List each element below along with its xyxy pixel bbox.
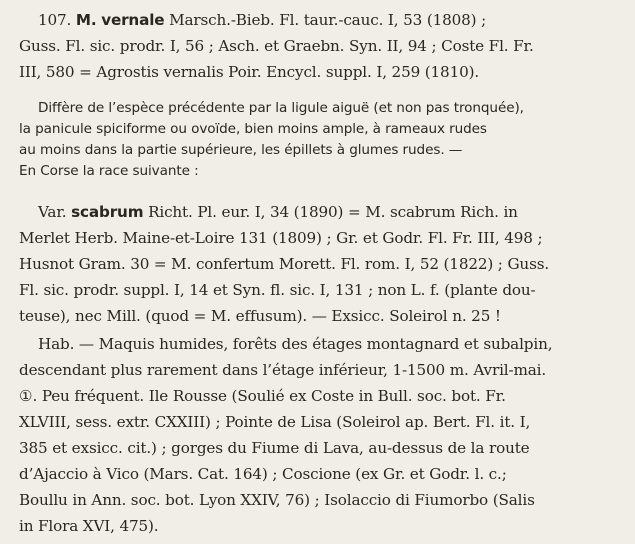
habitat-line-1: Hab. — Maquis humides, forêts des étages montagnard et subalpin,	[38, 335, 553, 353]
entry-citation-3: III, 580 = Agrostis vernalis Poir. Encycl. suppl. I, 259 (1810).	[19, 63, 480, 81]
entry-number: 107.	[38, 11, 72, 29]
variety-citation-1: Richt. Pl. eur. I, 34 (1890) = M. scabrum Rich. in	[148, 203, 518, 221]
variety-line-1	[0, 202, 635, 222]
entry-line-3	[0, 62, 635, 82]
habitat-line-8: in Flora XVI, 475).	[19, 517, 159, 535]
habitat-line-3: ①. Peu fréquent. Ile Rousse (Soulié ex Coste in Bull. soc. bot. Fr.	[19, 387, 506, 405]
entry-line-1	[0, 10, 635, 30]
entry-line-2	[0, 36, 635, 56]
variety-line-5: teuse), nec Mill. (quod = M. effusum). — Exsicc. Soleirol n. 25 !	[19, 307, 501, 325]
habitat-line-5: 385 et exsicc. cit.) ; gorges du Fiume di Lava, au-dessus de la route	[19, 439, 530, 457]
entry-species: vernale	[101, 11, 165, 29]
variety-name: scabrum	[71, 203, 144, 221]
habitat-line-7: Boullu in Ann. soc. bot. Lyon XXIV, 76) ; Isolaccio di Fiumorbo (Salis	[19, 491, 535, 509]
habitat-line-4: XLVIII, sess. extr. CXXIII) ; Pointe de Lisa (Soleirol ap. Bert. Fl. it. I,	[19, 413, 531, 431]
description-line-3: au moins dans la partie supérieure, les épillets à glumes rudes. —	[19, 142, 463, 158]
variety-line-4: Fl. sic. prodr. suppl. I, 14 et Syn. fl. sic. I, 131 ; non L. f. (plante dou-	[19, 281, 536, 299]
entry-citation-2: Guss. Fl. sic. prodr. I, 56 ; Asch. et Graebn. Syn. II, 94 ; Coste Fl. Fr.	[19, 37, 534, 55]
description-line-4: En Corse la race suivante :	[19, 163, 199, 179]
habitat-line-6: d’Ajaccio à Vico (Mars. Cat. 164) ; Coscione (ex Gr. et Godr. l. c.;	[19, 465, 507, 483]
entry-genus: M.	[75, 11, 97, 29]
variety-line-2: Merlet Herb. Maine-et-Loire 131 (1809) ; Gr. et Godr. Fl. Fr. III, 498 ;	[19, 229, 543, 247]
habitat-line-2: descendant plus rarement dans l’étage inférieur, 1-1500 m. Avril-mai.	[19, 361, 547, 379]
variety-line-3: Husnot Gram. 30 = M. confertum Morett. Fl. rom. I, 52 (1822) ; Guss.	[19, 255, 550, 273]
description-line-2: la panicule spiciforme ou ovoïde, bien moins ample, à rameaux rudes	[19, 121, 487, 137]
entry-citation-1: Marsch.-Bieb. Fl. taur.-cauc. I, 53 (1808) ;	[169, 11, 487, 29]
variety-prefix: Var.	[38, 203, 67, 221]
description-line-1: Diffère de l’espèce précédente par la ligule aiguë (et non pas tronquée),	[38, 100, 524, 116]
